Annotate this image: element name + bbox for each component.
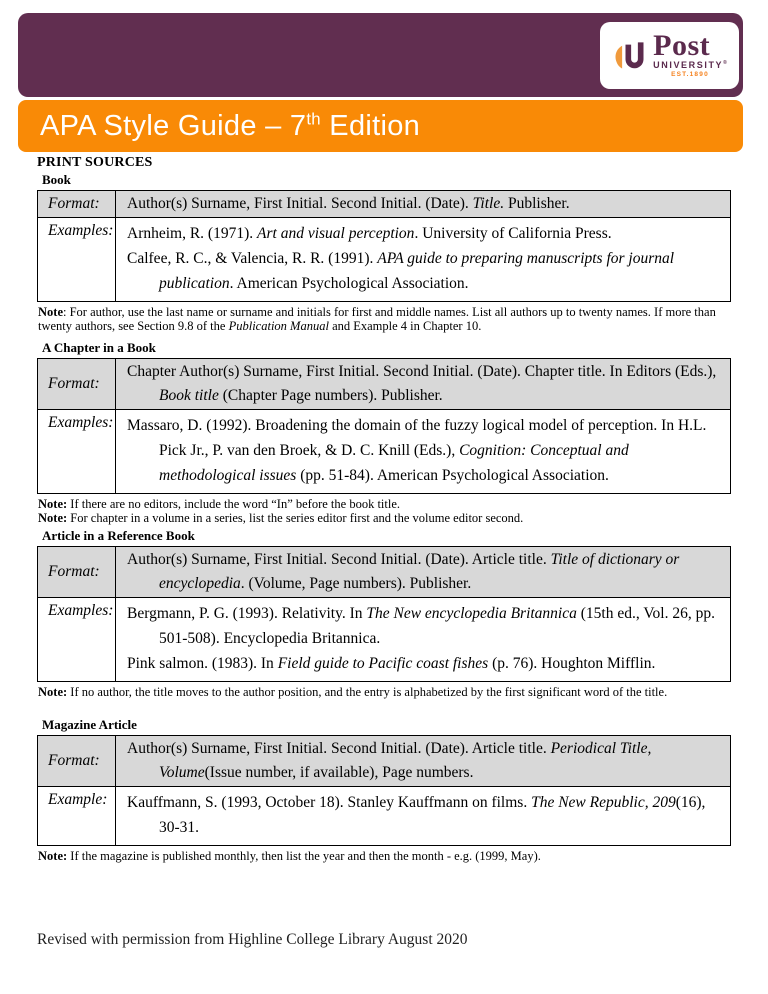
citation-line: Bergmann, P. G. (1993). Relativity. In The New encyclopedia Britannica (15th ed., Vol. 26, pp.: [127, 605, 715, 622]
title-banner: [18, 100, 743, 152]
examples-row: [38, 218, 730, 301]
citation-line: methodological issues (pp. 51-84). American Psychological Association.: [159, 467, 609, 484]
examples-content: [116, 598, 730, 681]
format-row: [38, 547, 730, 598]
format-content: [116, 359, 730, 409]
examples-content: [116, 787, 730, 845]
citation-line: Author(s) Surname, First Initial. Second Initial. (Date). Article title. Periodical Title,: [127, 740, 652, 757]
citation-table: [37, 358, 731, 494]
citation-line: 501-508). Encyclopedia Britannica.: [159, 630, 381, 647]
section-heading: Article in a Reference Book: [42, 528, 195, 543]
note-text: Note: If there are no editors, include the word “In” before the book title.: [38, 497, 401, 511]
print-sources-heading: PRINT SOURCES: [37, 155, 153, 170]
examples-row: [38, 410, 730, 493]
logo-university-text: UNIVERSITY®: [653, 60, 727, 71]
reference-section: [37, 717, 733, 864]
note-text: Note: If the magazine is published monthly, then list the year and then the month - e.g. (1999, May).: [38, 849, 541, 863]
reference-section: [37, 340, 733, 526]
section-heading: A Chapter in a Book: [42, 340, 156, 355]
citation-line: Book title (Chapter Page numbers). Publisher.: [159, 387, 443, 404]
format-content: [116, 547, 730, 597]
citation-line: Calfee, R. C., & Valencia, R. R. (1991). APA guide to preparing manuscripts for journal: [127, 250, 675, 267]
format-label: Format:: [38, 736, 116, 786]
examples-row: [38, 598, 730, 681]
section-notes: [38, 306, 732, 334]
section-notes: [38, 498, 732, 526]
page-title: APA Style Guide – 7th Edition: [40, 108, 421, 142]
citation-line: Volume(Issue number, if available), Page numbers.: [159, 764, 474, 781]
citation-line: Chapter Author(s) Surname, First Initial. Second Initial. (Date). Chapter title. In Editors (Eds.),: [127, 363, 717, 380]
section-notes: [38, 850, 732, 864]
logo-wordmark: Post: [653, 29, 711, 63]
citation-line: Author(s) Surname, First Initial. Second Initial. (Date). Article title. Title of dictionary or: [127, 551, 680, 568]
logo-est-text: EST.1890: [671, 71, 709, 79]
examples-content: [116, 218, 730, 301]
format-label: Format:: [38, 547, 116, 597]
citation-line: publication. American Psychological Association.: [159, 275, 469, 292]
post-u-mark-icon: [612, 33, 648, 81]
header-band: [18, 13, 743, 97]
format-content: [116, 736, 730, 786]
citation-line: Massaro, D. (1992). Broadening the domain of the fuzzy logical model of perception. In H.L.: [127, 417, 707, 434]
reference-section: [37, 172, 733, 334]
examples-label: Examples:: [38, 598, 116, 681]
section-notes: [38, 686, 732, 700]
citation-line: encyclopedia. (Volume, Page numbers). Publisher.: [159, 575, 472, 592]
citation-table: [37, 546, 731, 682]
format-label: Format:: [38, 191, 116, 217]
reference-section: [37, 528, 733, 700]
citation-table: [37, 190, 731, 302]
format-row: [38, 359, 730, 410]
examples-label: Example:: [38, 787, 116, 845]
format-row: [38, 736, 730, 787]
post-university-logo: [600, 22, 739, 89]
footer-credit: Revised with permission from Highline College Library August 2020: [37, 931, 468, 948]
citation-line: Pink salmon. (1983). In Field guide to Pacific coast fishes (p. 76). Houghton Mifflin.: [127, 655, 656, 672]
section-heading: Book: [42, 172, 71, 187]
registered-mark: ®: [723, 60, 727, 67]
examples-content: [116, 410, 730, 493]
citation-line: Author(s) Surname, First Initial. Second Initial. (Date). Title. Publisher.: [127, 195, 570, 212]
logo-text: [653, 29, 727, 79]
note-text: Note: For chapter in a volume in a series, list the series editor first and the volume editor second.: [38, 510, 524, 525]
examples-label: Examples:: [38, 218, 116, 301]
format-row: [38, 191, 730, 218]
citation-line: Arnheim, R. (1971). Art and visual perception. University of California Press.: [127, 225, 612, 242]
note-text: Note: If no author, the title moves to the author position, and the entry is alphabetized by the first significant word of the title.: [38, 685, 668, 699]
title-superscript: th: [306, 108, 321, 128]
format-label: Format:: [38, 359, 116, 409]
examples-label: Examples:: [38, 410, 116, 493]
format-content: [116, 191, 730, 217]
note-text: Note: For author, use the last name or surname and initials for first and middle names. List all authors up to twenty names. If more than twenty authors, see Section 9.8 of the Publication Manual and Example 4 in Chapter 10.: [38, 305, 716, 333]
citation-table: [37, 735, 731, 846]
citation-line: Kauffmann, S. (1993, October 18). Stanley Kauffmann on films. The New Republic, 209(16),: [127, 794, 706, 811]
section-heading: Magazine Article: [42, 717, 137, 732]
citation-line: Pick Jr., P. van den Broek, & D. C. Knill (Eds.), Cognition: Conceptual and: [159, 442, 629, 459]
examples-row: [38, 787, 730, 845]
citation-line: 30-31.: [159, 819, 200, 836]
